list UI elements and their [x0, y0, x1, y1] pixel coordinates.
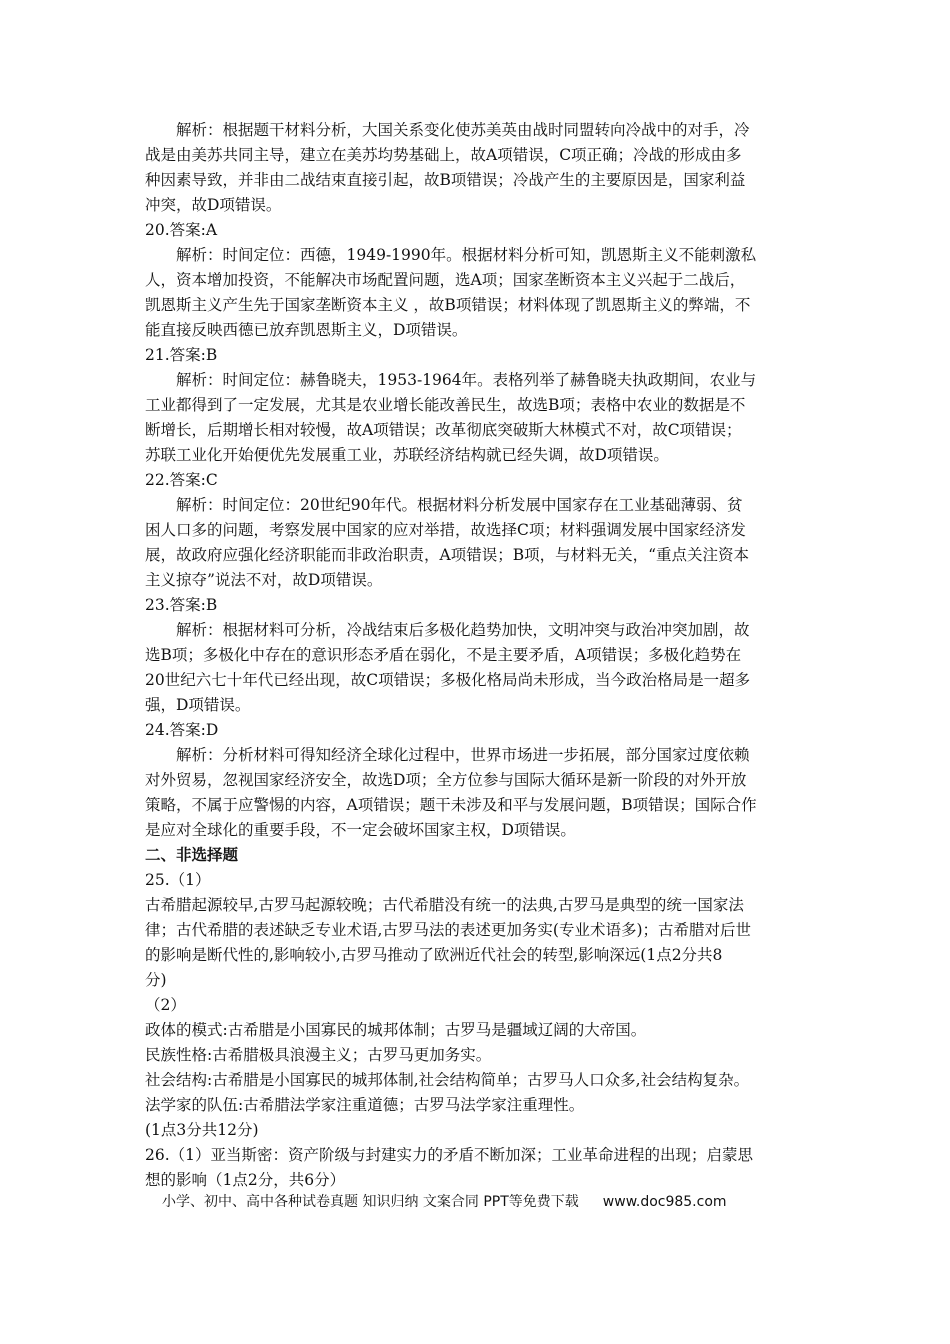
section-heading: 二、非选择题 [145, 846, 239, 864]
text-line: 24.答案:D [145, 721, 219, 739]
text-line: 断增长，后期增长相对较慢，故A项错误；改革彻底突破斯大林模式不对，故C项错误； [145, 421, 742, 439]
text-line: 20世纪六七十年代已经出现，故C项错误；多极化格局尚未形成，当今政治格局是一超多 [145, 671, 751, 689]
text-line: 能直接反映西德已放弃凯恩斯主义，D项错误。 [145, 321, 468, 339]
text-line: （2） [145, 996, 186, 1014]
text-line: 古希腊起源较早,古罗马起源较晚；古代希腊没有统一的法典,古罗马是典型的统一国家法 [145, 896, 744, 914]
document-body [145, 118, 805, 1193]
text-line: 20.答案:A [145, 221, 218, 239]
text-line: 的影响是断代性的,影响较小,古罗马推动了欧洲近代社会的转型,影响深远(1点2分共8 [145, 946, 723, 964]
text-line: 解析：时间定位：赫鲁晓夫，1953-1964年。表格列举了赫鲁晓夫执政期间，农业与 [176, 371, 757, 389]
text-line: 政体的模式:古希腊是小国寡民的城邦体制；古罗马是疆域辽阔的大帝国。 [145, 1021, 647, 1039]
text-line: 展，故政府应强化经济职能而非政治职责，A项错误；B项，与材料无关，“重点关注资本 [145, 546, 750, 564]
text-line: 种因素导致，并非由二战结束直接引起，故B项错误；冷战产生的主要原因是，国家利益 [145, 171, 746, 189]
text-line: 选B项；多极化中存在的意识形态矛盾在弱化，不是主要矛盾，A项错误；多极化趋势在 [145, 646, 742, 664]
text-line: 社会结构:古希腊是小国寡民的城邦体制,社会结构简单；古罗马人口众多,社会结构复杂。 [145, 1071, 750, 1089]
text-line: 策略，不属于应警惕的内容，A项错误；题干未涉及和平与发展问题，B项错误；国际合作 [145, 796, 757, 814]
text-line: 冲突，故D项错误。 [145, 196, 282, 214]
text-line: 律；古代希腊的表述缺乏专业术语,古罗马法的表述更加务实(专业术语多)；古希腊对后世 [145, 921, 752, 939]
text-line: 22.答案:C [145, 471, 218, 489]
text-line: 23.答案:B [145, 596, 218, 614]
text-line: 强，D项错误。 [145, 696, 251, 714]
text-line: 法学家的队伍:古希腊法学家注重道德；古罗马法学家注重理性。 [145, 1096, 585, 1114]
text-line: 苏联工业化开始便优先发展重工业，苏联经济结构就已经失调，故D项错误。 [145, 446, 669, 464]
text-line: 解析：时间定位：20世纪90年代。根据材料分析发展中国家存在工业基础薄弱、贫 [176, 496, 743, 514]
text-line: 困人口多的问题，考察发展中国家的应对举措，故选择C项；材料强调发展中国家经济发 [145, 521, 746, 539]
text-line: (1点3分共12分) [145, 1121, 259, 1139]
text-line: 解析：根据材料可分析，冷战结束后多极化趋势加快，文明冲突与政治冲突加剧，故 [176, 621, 750, 639]
text-line: 民族性格:古希腊极具浪漫主义；古罗马更加务实。 [145, 1046, 492, 1064]
text-line: 凯恩斯主义产生先于国家垄断资本主义 ，故B项错误；材料体现了凯恩斯主义的弊端，不 [145, 296, 751, 314]
text-line: 26.（1）亚当斯密：资产阶级与封建实力的矛盾不断加深；工业革命进程的出现；启蒙思 [145, 1146, 754, 1164]
text-line: 分) [145, 971, 167, 989]
text-line: 解析：分析材料可得知经济全球化过程中，世界市场进一步拓展，部分国家过度依赖 [176, 746, 750, 764]
text-line: 主义掠夺”说法不对，故D项错误。 [145, 571, 383, 589]
footer-text: 小学、初中、高中各种试卷真题 知识归纳 文案合同 PPT等免费下载 [162, 1194, 579, 1210]
text-line: 想的影响（1点2分，共6分） [145, 1171, 346, 1189]
text-line: 解析：根据题干材料分析，大国关系变化使苏美英由战时同盟转向冷战中的对手，冷 [176, 121, 750, 139]
text-line: 25.（1） [145, 871, 211, 889]
text-line: 21.答案:B [145, 346, 218, 364]
footer-site-link[interactable]: www.doc985.com [602, 1194, 727, 1210]
footer [162, 1191, 727, 1211]
text-line: 战是由美苏共同主导，建立在美苏均势基础上，故A项错误，C项正确；冷战的形成由多 [145, 146, 742, 164]
text-line: 对外贸易，忽视国家经济安全，故选D项；全方位参与国际大循环是新一阶段的对外开放 [145, 771, 747, 789]
text-line: 工业都得到了一定发展，尤其是农业增长能改善民生，故选B项；表格中农业的数据是不 [145, 396, 746, 414]
text-line: 人，资本增加投资，不能解决市场配置问题，选A项；国家垄断资本主义兴起于二战后， [145, 271, 746, 289]
text-line: 是应对全球化的重要手段，不一定会破坏国家主权，D项错误。 [145, 821, 576, 839]
text-line: 解析：时间定位：西德，1949-1990年。根据材料分析可知，凯恩斯主义不能刺激私 [176, 246, 757, 264]
